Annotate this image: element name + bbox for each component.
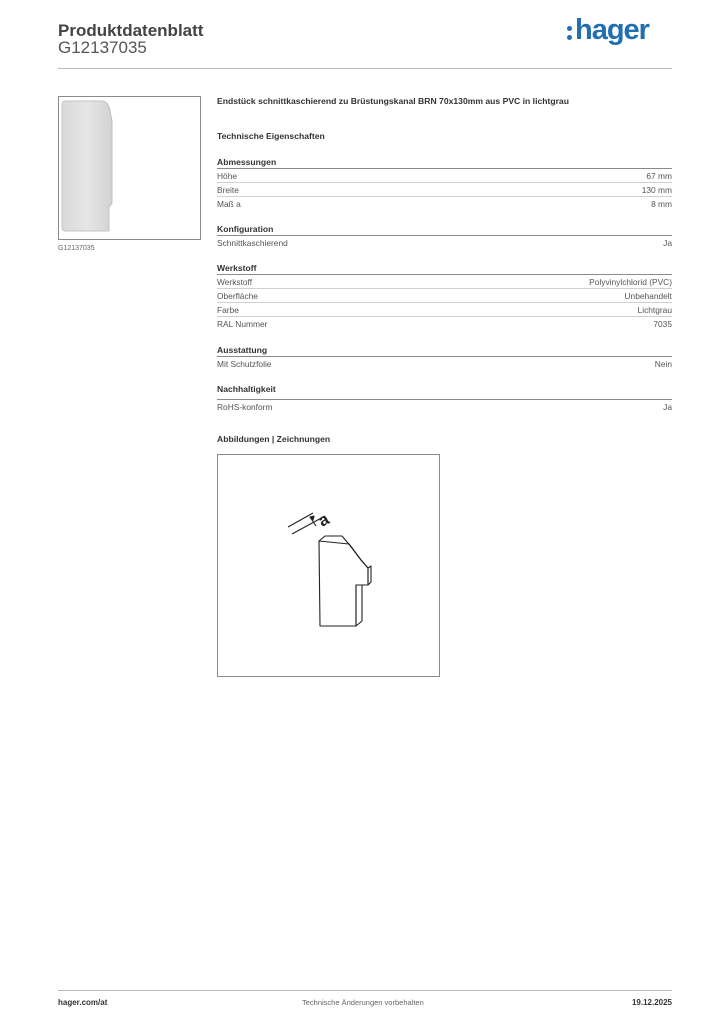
table-row	[217, 302, 672, 316]
property-value: Unbehandelt	[624, 291, 672, 301]
property-value: Lichtgrau	[637, 305, 672, 315]
page-title: Produktdatenblatt	[58, 21, 204, 40]
footer-note: Technische Änderungen vorbehalten	[302, 998, 424, 1007]
image-caption: G12137035	[58, 245, 95, 252]
footer-website-link[interactable]: hager.com/at	[58, 998, 108, 1007]
property-value: Nein	[654, 359, 672, 369]
property-value: 7035	[653, 319, 672, 329]
technical-drawing	[217, 454, 440, 677]
property-value: Polyvinylchlorid (PVC)	[589, 277, 672, 287]
group-title-material: Werkstoff	[217, 263, 257, 273]
header-divider	[58, 68, 672, 69]
drawings-heading: Abbildungen | Zeichnungen	[217, 434, 331, 444]
property-label: Farbe	[217, 305, 239, 315]
property-value: Ja	[663, 402, 672, 412]
table-row	[217, 196, 672, 210]
end-cap-drawing-icon	[218, 455, 439, 676]
group-title-dimensions: Abmessungen	[217, 157, 277, 167]
table-row	[217, 168, 672, 182]
footer-divider	[58, 990, 672, 991]
footer-date: 19.12.2025	[631, 998, 672, 1007]
table-row	[217, 399, 672, 413]
end-cap-photo-icon	[59, 97, 200, 239]
hager-logo	[567, 14, 649, 47]
property-label: RoHS-konform	[217, 402, 273, 412]
product-description: Endstück schnittkaschierend zu Brüstungskanal BRN 70x130mm aus PVC in lichtgrau	[217, 96, 569, 106]
property-label: RAL Nummer	[217, 319, 268, 329]
group-title-equipment: Ausstattung	[217, 345, 268, 355]
table-row	[217, 182, 672, 196]
property-label: Mit Schutzfolie	[217, 359, 272, 369]
group-title-configuration: Konfiguration	[217, 224, 274, 234]
table-row	[217, 288, 672, 302]
property-label: Schnittkaschierend	[217, 238, 288, 248]
property-value: 67 mm	[646, 171, 672, 181]
property-label: Oberfläche	[217, 291, 258, 301]
property-label: Werkstoff	[217, 277, 253, 287]
property-label: Höhe	[217, 171, 238, 181]
property-value: Ja	[663, 238, 672, 248]
property-value: 130 mm	[641, 185, 672, 195]
property-label: Maß a	[217, 199, 241, 209]
product-code: G12137035	[58, 38, 147, 57]
dimension-label: a	[314, 509, 333, 531]
property-value: 8 mm	[651, 199, 672, 209]
product-image	[58, 96, 201, 240]
properties-heading: Technische Eigenschaften	[217, 131, 325, 141]
group-title-sustainability: Nachhaltigkeit	[217, 384, 276, 394]
table-row	[217, 235, 672, 249]
table-row	[217, 316, 672, 330]
property-label: Breite	[217, 185, 239, 195]
table-row	[217, 274, 672, 288]
logo-dots-icon	[567, 18, 573, 42]
logo-text: hager	[575, 14, 649, 46]
table-row	[217, 356, 672, 370]
